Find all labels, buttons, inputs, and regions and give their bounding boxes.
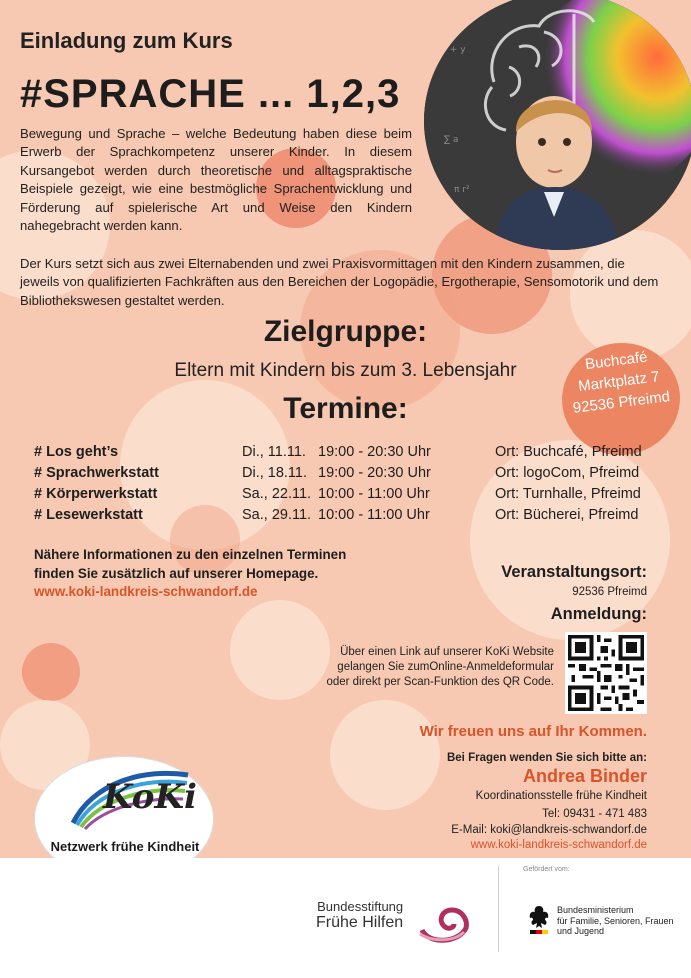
bsfh-swirl-icon — [418, 900, 470, 944]
badge-line: Buchcafé — [584, 348, 649, 374]
session-name: # Körperwerkstatt — [34, 486, 158, 502]
session-place: Ort: Turnhalle, Pfreimd — [495, 486, 641, 502]
contact-phone[interactable]: Tel: 09431 - 471 483 — [542, 808, 647, 820]
session-name: # Lesewerkstatt — [34, 507, 143, 523]
ministry-line: Bundesministerium — [557, 905, 634, 915]
session-day: Di., 11.11. — [242, 444, 306, 460]
session-day: Sa., 29.11. — [242, 507, 312, 523]
svg-text:π r²: π r² — [454, 185, 470, 195]
svg-text:x² + y: x² + y — [438, 45, 466, 55]
badge-line: Marktplatz 7 — [577, 368, 661, 396]
badge-line: 92536 Pfreimd — [571, 388, 671, 417]
contact-question: Bei Fragen wenden Sie sich bitte an: — [446, 752, 647, 764]
ministry-logo-text — [557, 905, 674, 937]
dates-heading: Termine: — [283, 392, 408, 425]
session-time: 10:00 - 11:00 Uhr — [318, 486, 430, 502]
session-name: # Sprachwerkstatt — [34, 465, 159, 481]
contact-name: Andrea Binder — [522, 766, 647, 786]
koki-subtitle: Netzwerk frühe Kindheit — [50, 839, 200, 854]
registration-heading: Anmeldung: — [550, 605, 647, 623]
session-time: 10:00 - 11:00 Uhr — [318, 507, 430, 523]
more-info-text — [34, 545, 346, 583]
bsfh-line2: Frühe Hilfen — [316, 914, 404, 931]
session-day: Sa., 22.11. — [242, 486, 312, 502]
brain-child-image — [424, 0, 691, 250]
session-day: Di., 18.11. — [242, 465, 308, 481]
page-title: #SPRACHE ... 1,2,3 — [20, 72, 401, 116]
schedule-row — [34, 465, 654, 486]
contact-block — [447, 752, 647, 851]
bsfh-line1: Bundesstiftung — [317, 899, 404, 914]
registration-line: oder direkt per Scan-Funktion des QR Code. — [326, 676, 554, 688]
more-info-line: finden Sie zusätzlich auf unserer Homepage. — [34, 566, 319, 581]
session-time: 19:00 - 20:30 Uhr — [318, 444, 431, 460]
bubble-decor — [330, 700, 440, 810]
kicker-text: Einladung zum Kurs — [20, 28, 233, 53]
session-place: Ort: logoCom, Pfreimd — [495, 465, 640, 481]
schedule-row — [34, 486, 654, 507]
qr-code[interactable] — [565, 632, 647, 714]
venue-heading: Veranstaltungsort: — [501, 563, 647, 581]
ministry-line: und Jugend — [557, 926, 605, 936]
session-time: 19:00 - 20:30 Uhr — [318, 465, 431, 481]
homepage-link[interactable]: www.koki-landkreis-schwandorf.de — [34, 584, 258, 599]
svg-text:∑ a: ∑ a — [444, 135, 459, 145]
more-info-line: Nähere Informationen zu den einzelnen Terminen — [34, 547, 347, 562]
session-name: # Los geht’s — [34, 444, 119, 460]
footer-divider — [498, 866, 499, 952]
contact-email[interactable]: E-Mail: koki@landkreis-schwandorf.de — [451, 824, 647, 836]
session-place: Ort: Bücherei, Pfreimd — [495, 507, 639, 523]
registration-line: Über einen Link auf unserer KoKi Website — [340, 646, 554, 658]
federal-eagle-icon — [528, 904, 550, 934]
koki-wordmark: KoKi — [103, 777, 197, 817]
venue-text: 92536 Pfreimd — [572, 586, 647, 598]
description-paragraph: Der Kurs setzt sich aus zwei Elternabenden und zwei Praxisvormittagen mit den Kindern zusammen, die jeweils von qualifizierten Fachkräften aus den Bereichen der Logopädie, Ergotherapie, Sensomotorik und dem Bibliothekswesen gestaltet werden. — [20, 256, 659, 308]
funded-by-label: Gefördert vom: — [523, 866, 570, 873]
registration-text — [300, 645, 554, 690]
session-place: Ort: Buchcafé, Pfreimd — [495, 444, 642, 460]
schedule-table — [34, 444, 654, 528]
welcome-text: Wir freuen uns auf Ihr Kommen. — [419, 723, 647, 740]
contact-website-link[interactable]: www.koki-landkreis-schwandorf.de — [470, 839, 647, 851]
schedule-row — [34, 507, 654, 528]
contact-role: Koordinationsstelle frühe Kindheit — [475, 790, 647, 802]
ministry-line: für Familie, Senioren, Frauen — [557, 915, 674, 926]
bundesstiftung-logo — [316, 899, 403, 932]
bubble-decor — [22, 643, 80, 701]
target-heading: Zielgruppe: — [263, 315, 428, 348]
registration-line: gelangen Sie zumOnline-Anmeldeformular — [337, 661, 554, 673]
target-text: Eltern mit Kindern bis zum 3. Lebensjahr — [174, 360, 517, 381]
intro-paragraph: Bewegung und Sprache – welche Bedeutung haben diese beim Erwerb der Sprachkompetenz unserer Kinder. In diesem Kursangebot werden durch theoretische und alltagspraktische Beispiele gezeigt, wie eine bestmögliche Sprachentwicklung und Förderung auf spielerische Art und Weise den Kindern nahegebracht werden kann. — [20, 126, 412, 234]
schedule-row — [34, 444, 654, 465]
